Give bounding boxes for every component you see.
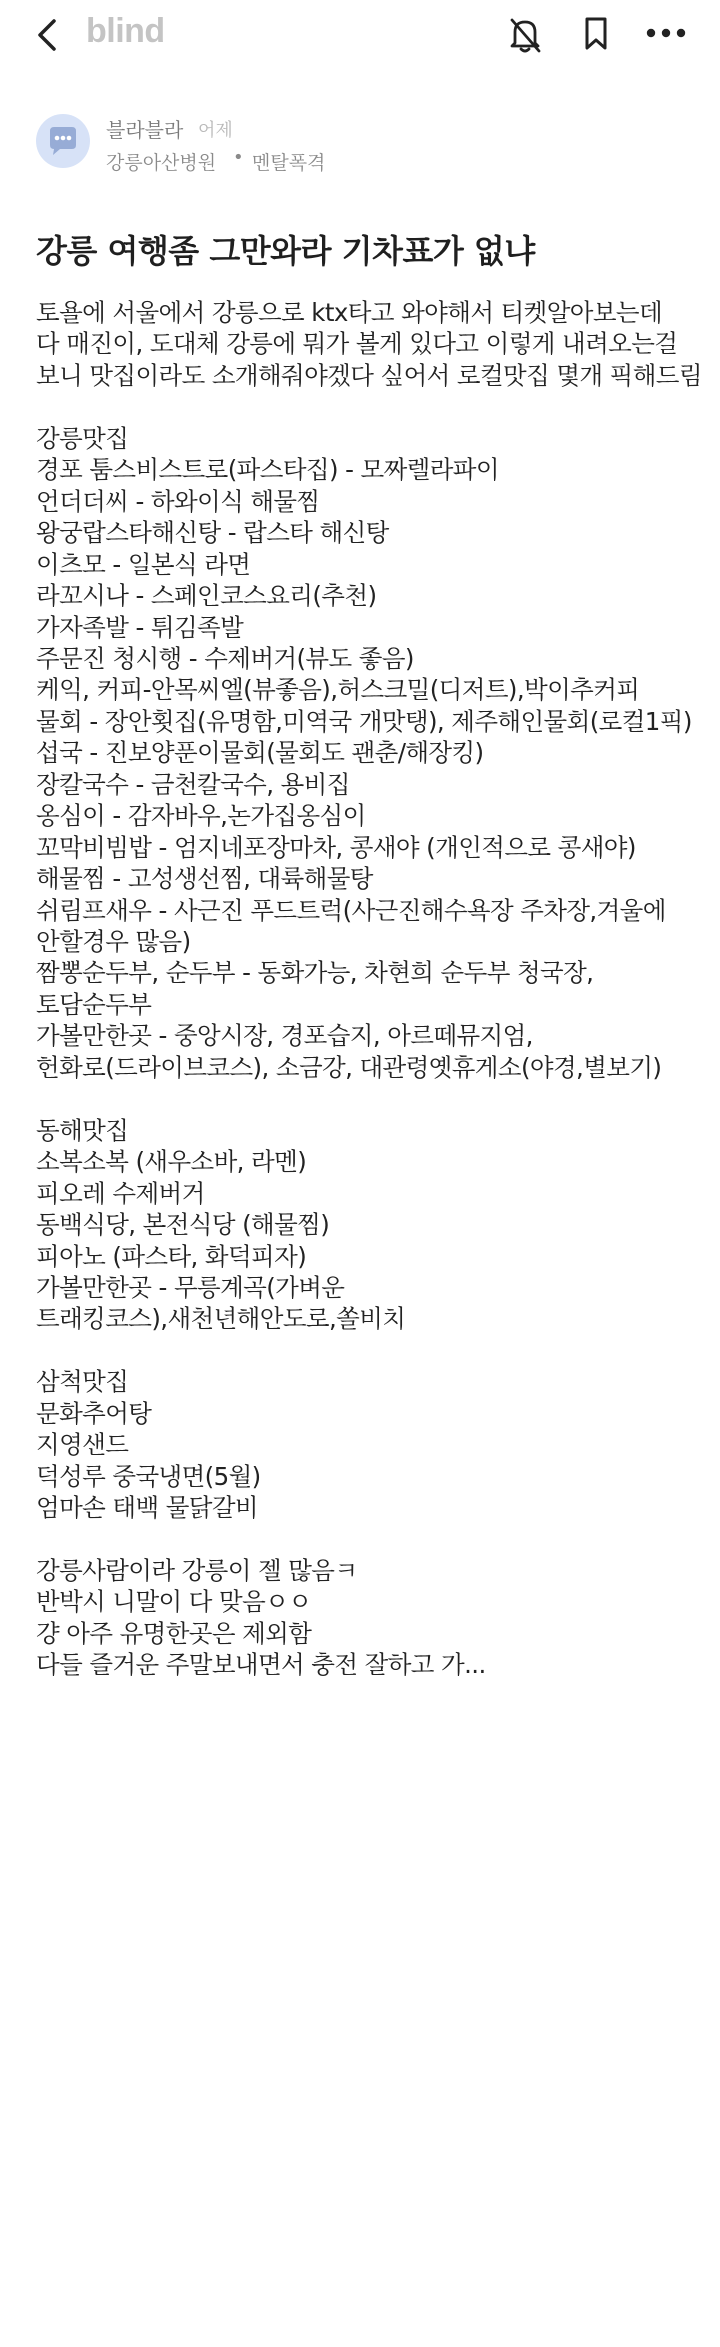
post-body-line: 옹심이 - 감자바우,논가집옹심이	[36, 801, 366, 831]
bookmark-icon[interactable]	[583, 16, 609, 52]
post-body-line: 동해맛집	[36, 1115, 129, 1145]
post-body-line: 경포 툼스비스트로(파스타집) - 모짜렐라파이	[36, 455, 499, 485]
more-dots-icon[interactable]	[646, 26, 686, 40]
post-body-line: 트래킹코스),새천년해안도로,쏠비치	[36, 1304, 406, 1334]
post-body-line: 피오레 수제버거	[36, 1178, 205, 1208]
post-body-line: 토욜에 서울에서 강릉으로 ktx타고 와야해서 티켓알아보는데	[36, 298, 663, 327]
post-body-line: 안할경우 많음)	[36, 927, 191, 956]
bell-off-icon[interactable]	[508, 16, 542, 54]
post-body-line: 언더더씨 - 하와이식 해물찜	[36, 486, 320, 516]
post-body-line: 토담순두부	[36, 989, 152, 1019]
post-body-line: 삼척맛집	[36, 1367, 129, 1397]
post-body-line: 반박시 니말이 다 맞음ㅇㅇ	[36, 1587, 312, 1617]
author-company[interactable]: 강릉아산병원	[106, 152, 217, 174]
post-body-line: 덕성루 중국냉면(5월)	[36, 1461, 261, 1491]
post-body-line: 보니 맛집이라도 소개해줘야겠다 싶어서 로컬맛집 몇개 픽해드림	[36, 360, 702, 390]
post-body-line: 해물찜 - 고성생선찜, 대륙해물탕	[36, 864, 373, 894]
chat-bubble-icon	[36, 114, 90, 168]
top-bar	[0, 0, 720, 72]
author-name[interactable]: 블라블라	[106, 118, 184, 142]
channel-name[interactable]: 멘탈폭격	[252, 152, 326, 174]
post-title: 강릉 여행좀 그만와라 기차표가 없냐	[36, 232, 535, 270]
post-body-line: 왕궁랍스타해신탕 - 랍스타 해신탕	[36, 518, 389, 548]
post-body-line: 강릉사람이라 강릉이 젤 많음ㅋ	[36, 1556, 358, 1585]
blind-logo[interactable]: blind	[86, 12, 165, 50]
post-body-line: 가자족발 - 튀김족발	[36, 612, 244, 642]
post-body-line: 다 매진이, 도대체 강릉에 뭐가 볼게 있다고 이렇게 내려오는걸	[36, 329, 678, 359]
post-body-line: 피아노 (파스타, 화덕피자)	[36, 1241, 307, 1271]
post-body-line: 장칼국수 - 금천칼국수, 용비집	[36, 769, 350, 799]
post-time: 어제	[198, 120, 233, 141]
post-body-line: 짬뽕순두부, 순두부 - 동화가능, 차현희 순두부 청국장,	[36, 958, 594, 988]
chevron-left-icon[interactable]	[34, 18, 60, 52]
post-body-line: 가볼만한곳 - 무릉계곡(가벼운	[36, 1272, 345, 1302]
post-body-line: 강릉맛집	[36, 423, 129, 453]
post-body-line: 쉬림프새우 - 사근진 푸드트럭(사근진해수욕장 주차장,겨울에	[36, 895, 666, 925]
post-body-line: 지영샌드	[36, 1430, 129, 1460]
post-body-line: 엄마손 태백 물닭갈비	[36, 1493, 258, 1523]
post-body-line: 물회 - 장안횟집(유명함,미역국 개맛탱), 제주해인물회(로컬1픽)	[36, 706, 692, 736]
post-body-line: 섭국 - 진보양푼이물회(물회도 괜춘/해장킹)	[36, 738, 484, 768]
post-body-line: 이츠모 - 일본식 라면	[36, 549, 251, 579]
post-body-line: 문화추어탕	[36, 1398, 152, 1428]
post-body-line: 케익, 커피-안목씨엘(뷰좋음),허스크밀(디저트),박이추커피	[36, 675, 640, 705]
post-body-line: 걍 아주 유명한곳은 제외함	[36, 1618, 312, 1648]
post-body-line: 라꼬시나 - 스페인코스요리(추천)	[36, 581, 377, 611]
post-body-line: 다들 즐거운 주말보내면서 충전 잘하고 가...	[36, 1650, 486, 1680]
post-body-line: 주문진 청시행 - 수제버거(뷰도 좋음)	[36, 643, 414, 673]
post-body-line: 소복소복 (새우소바, 라멘)	[36, 1147, 307, 1177]
post-body-line: 동백식당, 본전식당 (해물찜)	[36, 1210, 330, 1240]
post-body-line: 가볼만한곳 - 중앙시장, 경포습지, 아르떼뮤지엄,	[36, 1021, 533, 1051]
post-body-line: 꼬막비빔밥 - 엄지네포장마차, 콩새야 (개인적으로 콩새야)	[36, 832, 636, 862]
post-body-line: 헌화로(드라이브코스), 소금강, 대관령옛휴게소(야경,별보기)	[36, 1052, 662, 1082]
avatar[interactable]	[36, 114, 90, 168]
meta-separator: •	[233, 147, 244, 168]
